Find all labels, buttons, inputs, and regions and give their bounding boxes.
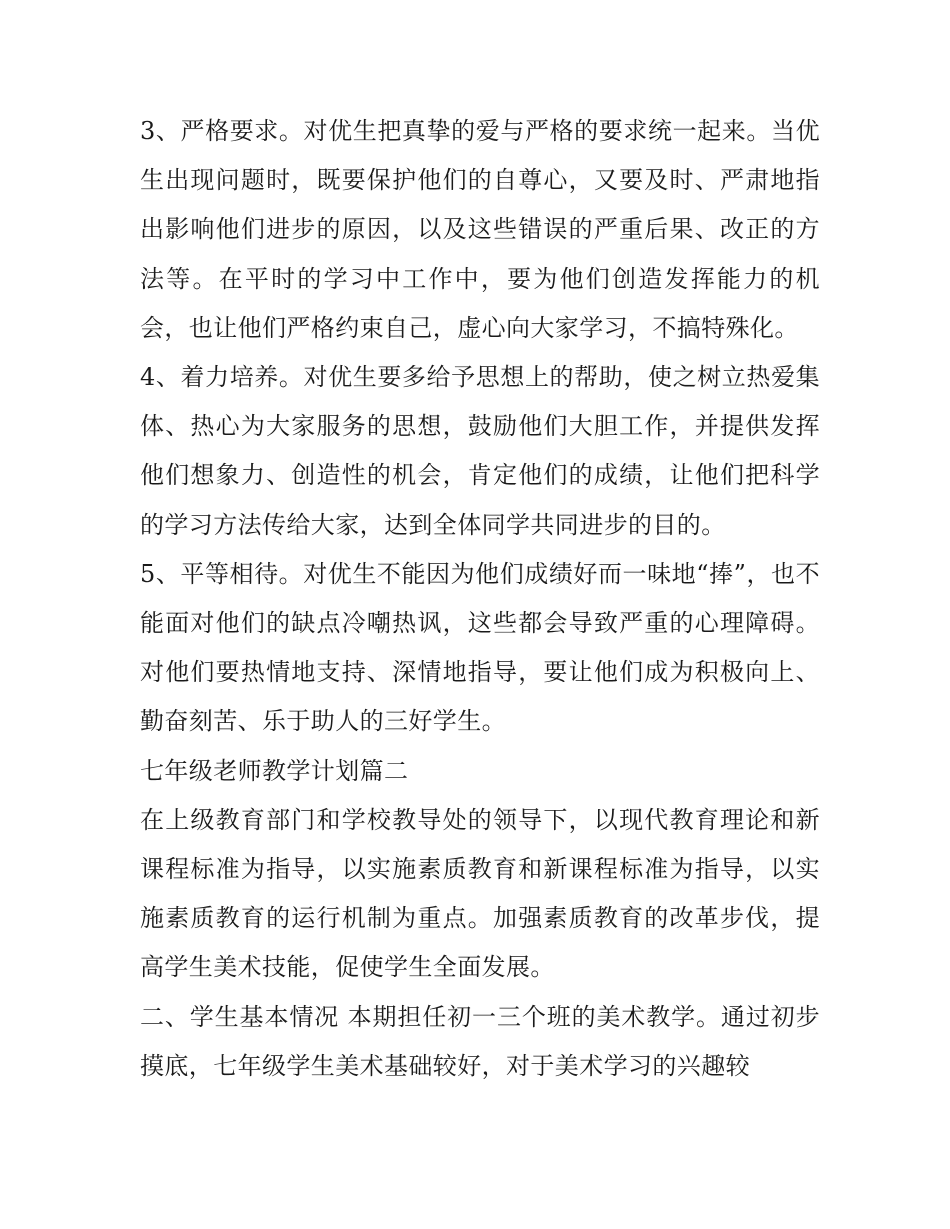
document-body <box>140 107 820 1091</box>
paragraph-equal-treatment: 5、平等相待。对优生不能因为他们成绩好而一味地“捧”，也不能面对他们的缺点冷嘲热讽，这些都会导致严重的心理障碍。对他们要热情地支持、深情地指导，要让他们成为积极向上、勤奋刻苦、乐于助人的三好学生。 <box>140 559 820 736</box>
paragraph-strict-requirements: 3、严格要求。对优生把真挚的爱与严格的要求统一起来。当优生出现问题时，既要保护他们的自尊心，又要及时、严肃地指出影响他们进步的原因，以及这些错误的严重后果、改正的方法等。在平时的学习中工作中，要为他们创造发挥能力的机会，也让他们严格约束自己，虚心向大家学习，不搞特殊化。 <box>140 117 820 342</box>
paragraph-student-situation: 二、学生基本情况 本期担任初一三个班的美术教学。通过初步摸底，七年级学生美术基础较好，对于美术学习的兴趣较 <box>140 1002 820 1080</box>
section-heading: 七年级老师教学计划篇二 <box>140 756 409 785</box>
paragraph-guiding-ideology: 在上级教育部门和学校教导处的领导下，以现代教育理论和新课程标准为指导，以实施素质教育和新课程标准为指导，以实施素质教育的运行机制为重点。加强素质教育的改革步伐，提高学生美术技能，促使学生全面发展。 <box>140 805 820 982</box>
paragraph-focused-cultivation: 4、着力培养。对优生要多给予思想上的帮助，使之树立热爱集体、热心为大家服务的思想，鼓励他们大胆工作，并提供发挥他们想象力、创造性的机会，肯定他们的成绩，让他们把科学的学习方法传给大家，达到全体同学共同进步的目的。 <box>140 363 820 539</box>
